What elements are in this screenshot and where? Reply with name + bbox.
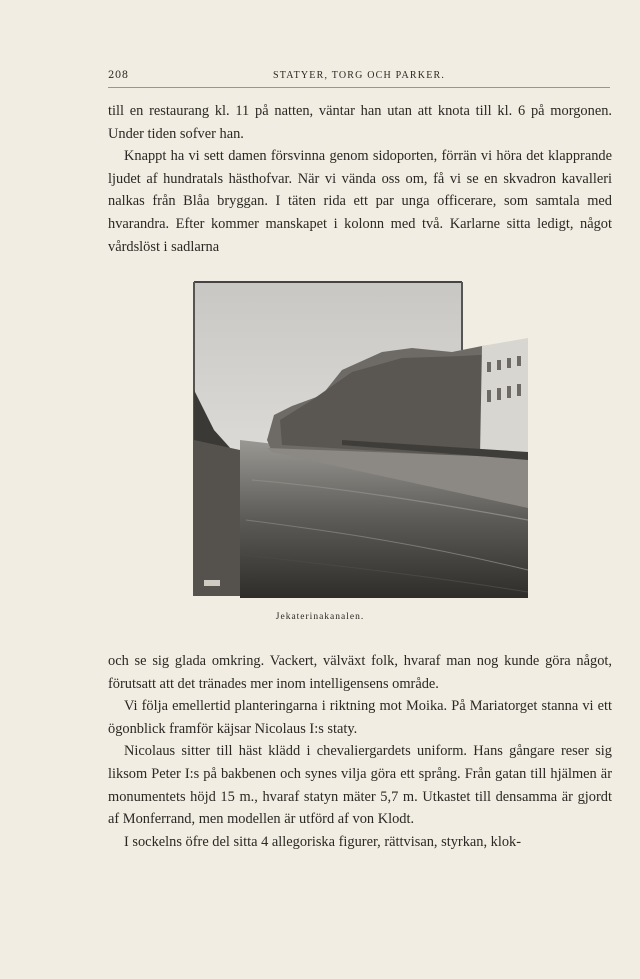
figure-caption: Jekaterinakanalen.	[275, 612, 365, 622]
paragraph: och se sig glada omkring. Vackert, välväxt folk, hvaraf man nog kunde göra något, förutsatt att det tränades mer inom intelligensens område.	[108, 653, 612, 692]
canal-photograph	[192, 280, 528, 598]
header-rule	[108, 87, 610, 88]
paragraph: Knappt ha vi sett damen försvinna genom sidoporten, förrän vi höra det klapprande ljudet af hundratals hästhofvar. När vi vända oss om, få vi se en skvadron kavalleri nalkas från Blåa bryggan. I täten rida ett par unga officerare, som samtala med hvarandra. Efter kommer manskapet i kolonn med två. Karlarne sitta ledigt, något vårdslöst i sadlarna	[108, 148, 612, 255]
page-number: 208	[108, 70, 129, 81]
paragraph: Nicolaus sitter till häst klädd i chevaliergardets uniform. Hans gångare reser sig liksom Peter I:s på bakbenen och synes vilja göra ett språng. Från gatan till hjälmen är monumentets höjd 15 m., hvaraf statyn mäter 5,7 m. Utkastet till densamma är gjordt af Monferrand, men modellen är utförd af von Klodt.	[108, 743, 612, 828]
running-title: STATYER, TORG OCH PARKER.	[273, 70, 446, 81]
paragraph: I sockelns öfre del sitta 4 allegoriska figurer, rättvisan, styrkan, klok-	[124, 833, 522, 850]
text-block-bottom	[108, 650, 612, 853]
paragraph: till en restaurang kl. 11 på natten, väntar han utan att knota till kl. 6 på morgonen. Under tiden sofver han.	[108, 103, 612, 142]
paragraph: Vi följa emellertid planteringarna i riktning mot Moika. På Mariatorget stanna vi ett ögonblick framför käjsar Nicolaus I:s staty.	[108, 698, 612, 737]
text-block-top	[108, 100, 612, 258]
